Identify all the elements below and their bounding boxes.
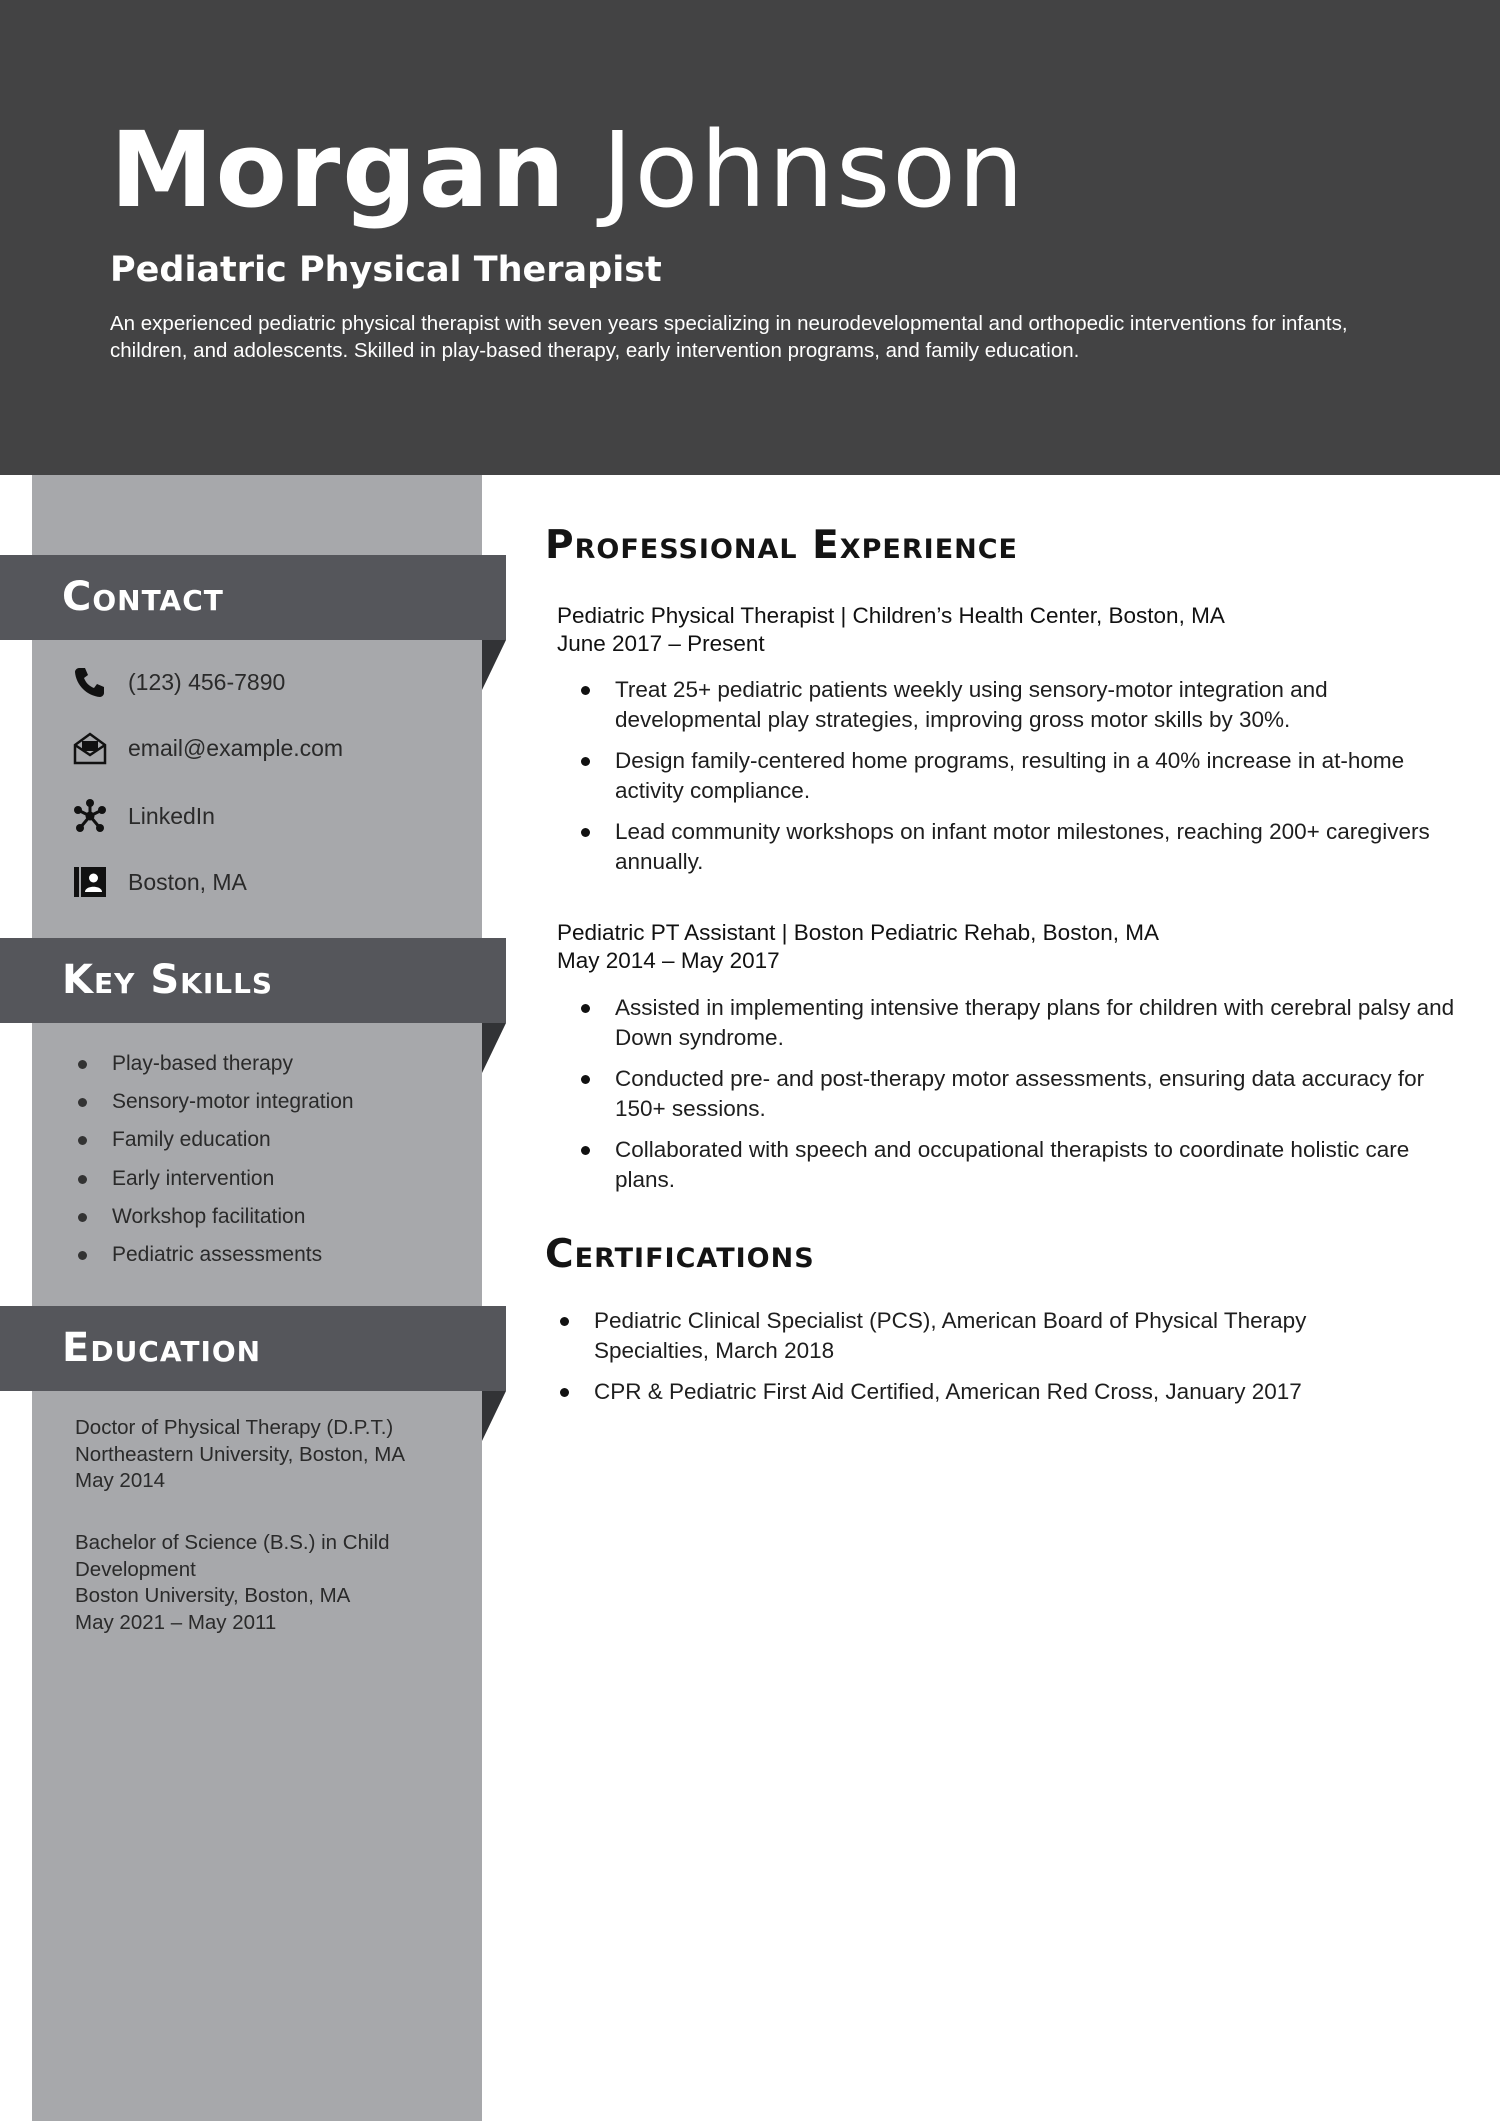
- skills-heading-bar: [0, 938, 506, 1023]
- job-bullet: Treat 25+ pediatric patients weekly using sensory-motor integration and developmental play strategies, improving gross motor skills by 30%.: [578, 675, 1458, 734]
- degree-continued: Development: [75, 1557, 196, 1581]
- skills-heading: Key Skills: [62, 957, 274, 1003]
- network-icon: [72, 798, 108, 834]
- ribbon-fold: [482, 1391, 506, 1441]
- job-bullet: Conducted pre- and post-therapy motor assessments, ensuring data accuracy for 150+ sessions.: [578, 1064, 1458, 1123]
- certification-item: CPR & Pediatric First Aid Certified, American Red Cross, January 2017: [557, 1377, 1417, 1407]
- job-bullet: Collaborated with speech and occupational therapists to coordinate holistic care plans.: [578, 1135, 1458, 1194]
- resume-header: [0, 0, 1500, 475]
- job-title: Pediatric PT Assistant | Boston Pediatric Rehab, Boston, MA: [557, 920, 1159, 945]
- skill-item: Workshop facilitation: [75, 1198, 354, 1236]
- first-name: Morgan: [110, 109, 567, 231]
- education-entry: [75, 1415, 475, 1495]
- contact-phone: [72, 660, 452, 704]
- contact-linkedin: [72, 794, 452, 838]
- skill-item: Family education: [75, 1121, 354, 1159]
- email-icon: [72, 730, 108, 766]
- contact-address: [72, 860, 452, 904]
- ribbon-fold: [482, 1023, 506, 1073]
- education-heading-bar: [0, 1306, 506, 1391]
- location: Boston, MA: [128, 869, 247, 895]
- sidebar: [32, 475, 482, 2121]
- degree: Doctor of Physical Therapy (D.P.T.): [75, 1416, 394, 1439]
- job-bullet: Lead community workshops on infant motor milestones, reaching 200+ caregivers annually.: [578, 817, 1458, 876]
- last-name: Johnson: [601, 109, 1026, 231]
- job-dates: June 2017 – Present: [557, 631, 765, 656]
- school: Boston University, Boston, MA: [75, 1584, 351, 1607]
- job-role: Pediatric Physical Therapist: [110, 250, 662, 290]
- profile-summary: An experienced pediatric physical therapist with seven years specializing in neurodevelopmental and orthopedic interventions for infants, children, and adolescents. Skilled in play-based therapy, early intervention programs, and family education.: [110, 312, 1348, 362]
- job-bullets: [578, 675, 1458, 888]
- full-name: [110, 110, 1026, 230]
- job-dates: May 2014 – May 2017: [557, 948, 780, 973]
- contact-heading-bar: [0, 555, 506, 640]
- job-title: Pediatric Physical Therapist | Children’s Health Center, Boston, MA: [557, 603, 1225, 628]
- education-entry: [75, 1530, 475, 1636]
- school: Northeastern University, Boston, MA: [75, 1442, 406, 1466]
- contact-email: [72, 726, 452, 770]
- ribbon-fold: [482, 640, 506, 690]
- education-heading: Education: [62, 1325, 262, 1371]
- email-address[interactable]: email@example.com: [128, 735, 344, 761]
- address-book-icon: [72, 864, 108, 900]
- job-bullet: Assisted in implementing intensive therapy plans for children with cerebral palsy and Down syndrome.: [578, 993, 1458, 1052]
- certifications-list: [557, 1306, 1417, 1419]
- graduation-date: May 2021 – May 2011: [75, 1610, 277, 1634]
- phone-icon: [72, 664, 108, 700]
- degree: Bachelor of Science (B.S.) in Child: [75, 1531, 390, 1554]
- linkedin-link[interactable]: LinkedIn: [128, 803, 215, 829]
- experience-heading: Professional Experience: [545, 523, 1018, 568]
- skill-item: Sensory-motor integration: [75, 1083, 354, 1121]
- phone-number: (123) 456-7890: [128, 669, 286, 695]
- graduation-date: May 2014: [75, 1469, 166, 1492]
- job-bullet: Design family-centered home programs, resulting in a 40% increase in at-home activity compliance.: [578, 746, 1458, 805]
- certifications-heading: Certifications: [545, 1232, 815, 1277]
- skills-list: [75, 1045, 354, 1274]
- skill-item: Early intervention: [75, 1160, 354, 1198]
- certification-item: Pediatric Clinical Specialist (PCS), American Board of Physical Therapy Specialties, March 2018: [557, 1306, 1417, 1365]
- skill-item: Play-based therapy: [75, 1045, 354, 1083]
- job-bullets: [578, 993, 1458, 1206]
- contact-heading: Contact: [62, 574, 224, 620]
- skill-item: Pediatric assessments: [75, 1236, 354, 1274]
